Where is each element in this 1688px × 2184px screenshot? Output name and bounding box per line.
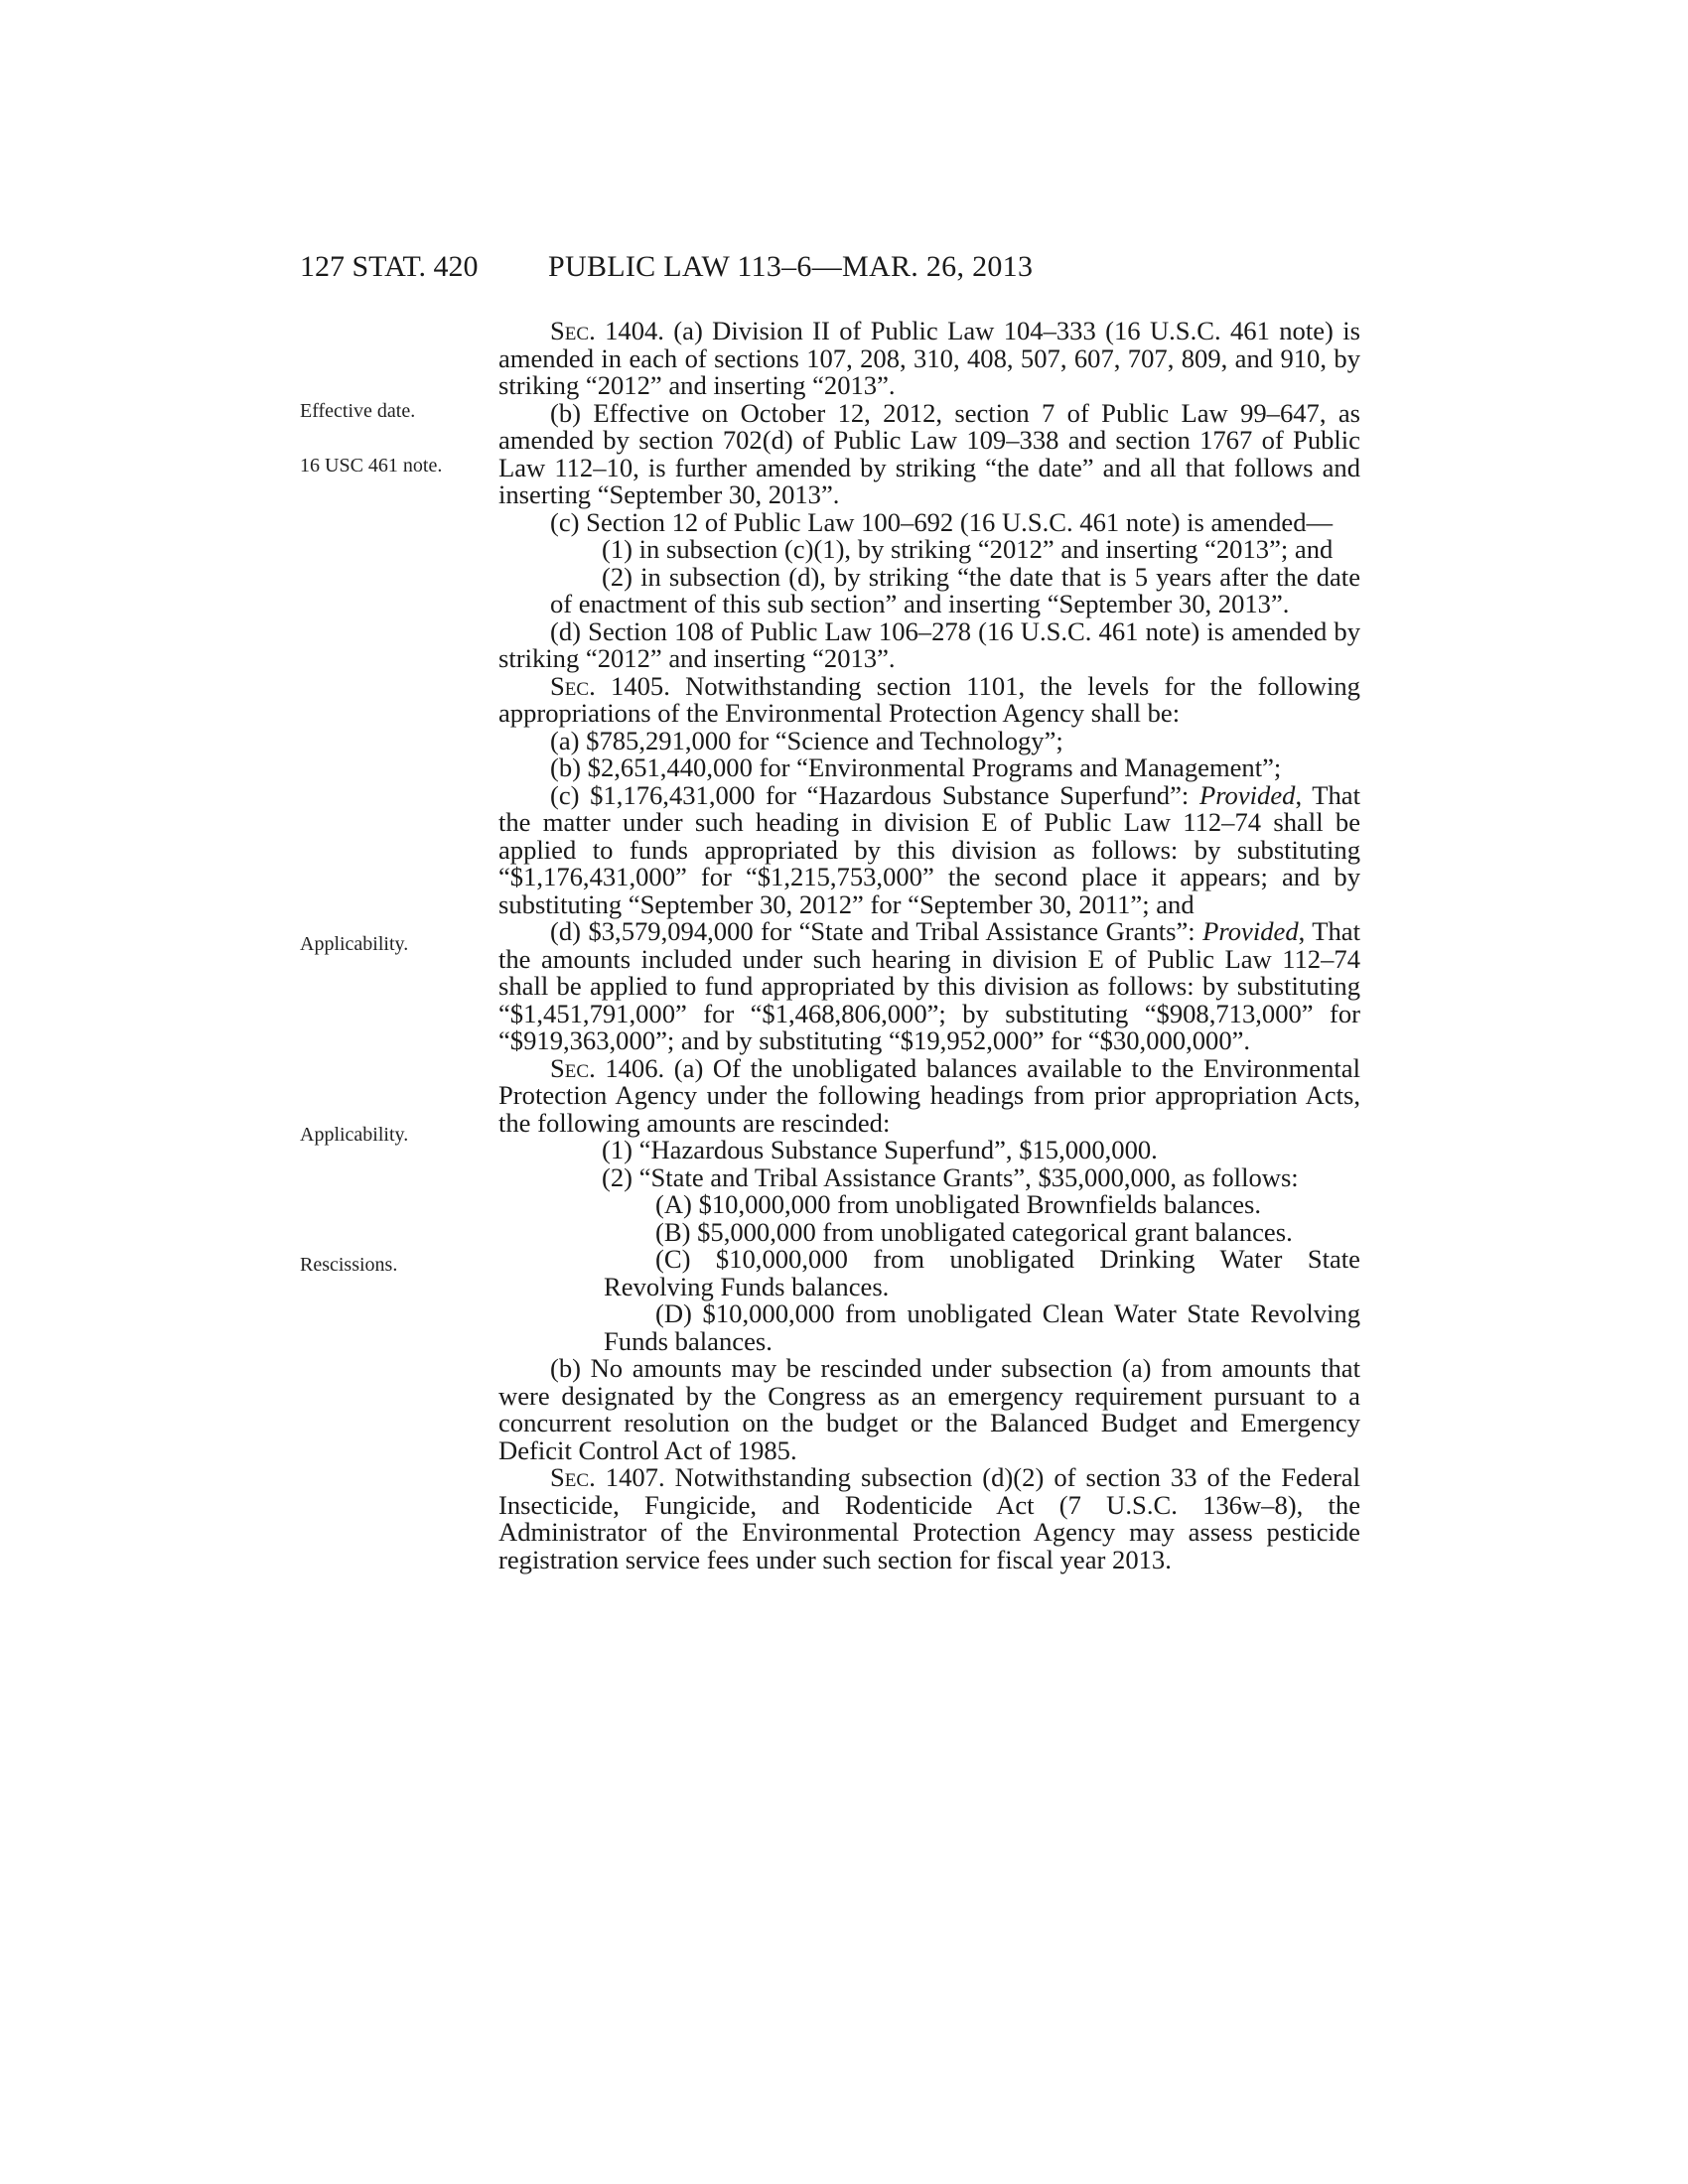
section-1404-a: Sec. 1404. (a) Division II of Public Law 104–333 (16 U.S.C. 461 note) is amended in each of sections 107, 208, 310, 408, 507, 607, 707, 809, and 910, by striking “2012” and inserting “2013”. (498, 316, 1361, 400)
section-1406-b: (b) No amounts may be rescinded under subsection (a) from amounts that were designated by the Congress as an emergency requirement pursuant to a concurrent resolution on the budget or the Balanced Budget and Emergency Deficit Control Act of 1985. (498, 1353, 1360, 1465)
section-1404-d: (d) Section 108 of Public Law 106–278 (16 U.S.C. 461 note) is amended by striking “2012” and inserting “2013”. (498, 615, 1360, 673)
sec-label: Sec. (550, 316, 596, 345)
sec-label: Sec. (550, 1052, 596, 1083)
section-1406-a-1: (1) “Hazardous Substance Superfund”, $15,000,000. (602, 1135, 1158, 1164)
sec-label: Sec. (550, 1462, 596, 1492)
section-1405-d: (d) $3,579,094,000 for “State and Tribal Assistance Grants”: Provided, That the amounts included under such hearing in division E of Public Law 112–74 shall be applied to fund appropriated by this division as follows: by substituting “$1,451,791,000” for “$1,468,806,000”; by substituting “$908,713,000” for “$919,363,000”; and by substituting “$19,952,000” for “$30,000,000”. (498, 916, 1360, 1055)
section-1404-b: (b) Effective on October 12, 2012, section 7 of Public Law 99–647, as amended by section 702(d) of Public Law 109–338 and section 1767 of Public Law 112–10, is further amended by striking “the date” and all that follows and inserting “September 30, 2013”. (498, 397, 1360, 509)
document-body (498, 318, 1360, 1573)
section-1405-c: (c) $1,176,431,000 for “Hazardous Substance Superfund”: Provided, That the matter under such heading in division E of Public Law 112–74 shall be applied to funds appropriated by this division as follows: by substituting “$1,176,431,000” for “$1,215,753,000” the second place it appears; and by substituting “September 30, 2012” for “September 30, 2011”; and (498, 779, 1361, 919)
side-note-rescissions: Rescissions. (300, 1254, 398, 1276)
side-note-applicability: Applicability. (300, 933, 409, 955)
section-1406-a-2-A: (A) $10,000,000 from unobligated Brownfields balances. (655, 1189, 1262, 1219)
section-1407: Sec. 1407. Notwithstanding subsection (d)(2) of section 33 of the Federal Insecticide, Fungicide, and Rodenticide Act (7 U.S.C. 136w–8), the Administrator of the Environmental Protection Agency may assess pesticide registration service fees under such section for fiscal year 2013. (498, 1462, 1360, 1574)
page-header (0, 250, 1688, 290)
section-1406-a-2: (2) “State and Tribal Assistance Grants”, $35,000,000, as follows: (602, 1161, 1299, 1192)
page-ref: 127 STAT. 420 (300, 250, 479, 283)
sec-label: Sec. (550, 670, 596, 701)
section-1405-a: (a) $785,291,000 for “Science and Technology”; (550, 725, 1063, 755)
page-title: PUBLIC LAW 113–6—MAR. 26, 2013 (548, 250, 1034, 283)
section-1406-a-2-D: (D) $10,000,000 from unobligated Clean Water State Revolving Funds balances. (604, 1298, 1360, 1356)
section-1406-a-2-B: (B) $5,000,000 from unobligated categorical grant balances. (655, 1216, 1293, 1247)
side-note-usc: 16 USC 461 note. (300, 455, 443, 477)
section-1404-c-1: (1) in subsection (c)(1), by striking “2012” and inserting “2013”; and (602, 534, 1334, 564)
side-note-effective-date: Effective date. (300, 400, 416, 422)
section-1406-a: Sec. 1406. (a) Of the unobligated balances available to the Environmental Protection Agency under the following headings from prior appropriation Acts, the following amounts are rescinded: (498, 1052, 1360, 1138)
section-1405-b: (b) $2,651,440,000 for “Environmental Programs and Management”; (550, 752, 1282, 782)
section-1405: Sec. 1405. Notwithstanding section 1101, the levels for the following appropriations of the Environmental Protection Agency shall be: (498, 670, 1360, 728)
section-1404-c: (c) Section 12 of Public Law 100–692 (16 U.S.C. 461 note) is amended— (550, 506, 1334, 537)
section-1406-a-2-C: (C) $10,000,000 from unobligated Drinking Water State Revolving Funds balances. (604, 1244, 1360, 1301)
section-1404-c-2: (2) in subsection (d), by striking “the date that is 5 years after the date of enactment of this sub section” and inserting “September 30, 2013”. (550, 561, 1360, 618)
side-note-applicability: Applicability. (300, 1124, 409, 1146)
